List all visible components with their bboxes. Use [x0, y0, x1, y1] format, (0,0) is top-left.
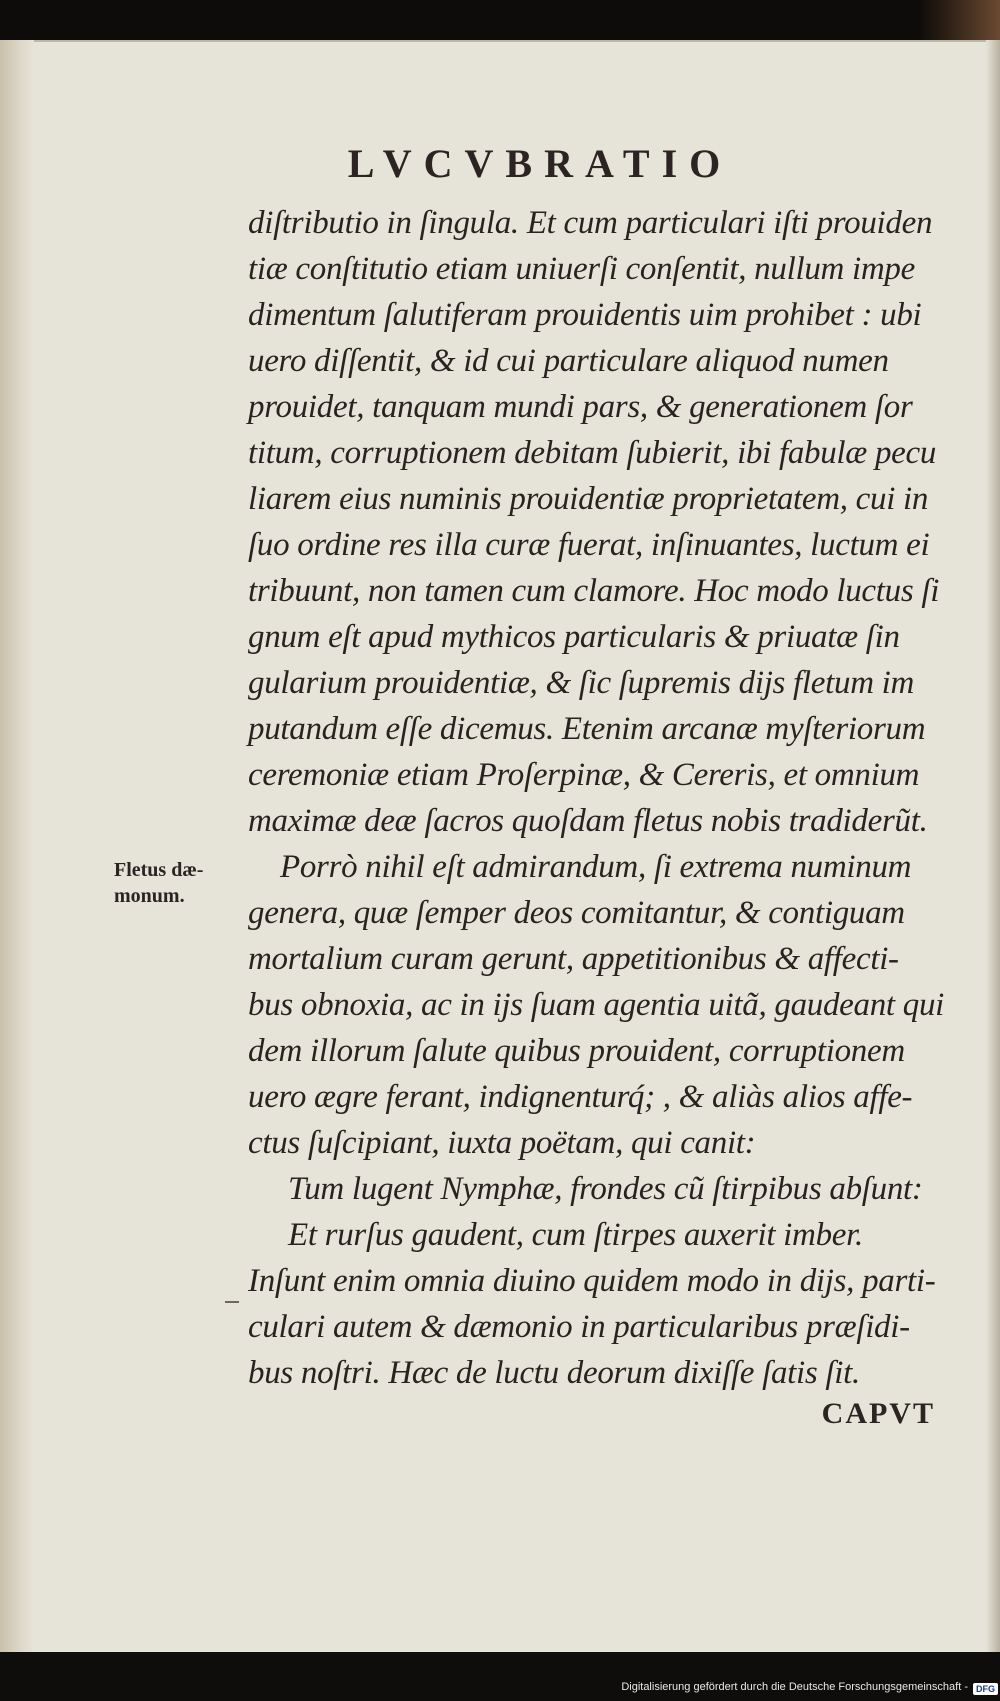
- marginal-note-line: monum.: [114, 885, 185, 907]
- verse-line: Tum lugent Nymphæ, frondes cũ ſtirpibus abſunt:: [288, 1171, 923, 1207]
- body-text: [248, 200, 948, 1396]
- bottom-scan-border: [0, 1652, 1000, 1701]
- text-line: Porrò nihil eſt admirandum, ſi extrema numinum: [280, 849, 912, 885]
- catchword: CAPVT: [821, 1397, 935, 1430]
- text-line: culari autem & dæmonio in particularibus præſidi-: [248, 1309, 910, 1345]
- text-line: prouidet, tanquam mundi pars, & generationem ſor: [248, 389, 913, 425]
- marginal-note: [114, 857, 254, 909]
- text-line: tiæ conſtitutio etiam uniuerſi conſentit, nullum impe: [248, 251, 915, 287]
- text-line: tribuunt, non tamen cum clamore. Hoc modo luctus ſi: [248, 573, 940, 609]
- page-gutter-shadow: [0, 40, 34, 1652]
- text-line: uero ægre ferant, indignenturq́; , & aliàs alios affe-: [248, 1079, 913, 1115]
- marginal-note-line: Fletus dæ-: [114, 859, 204, 881]
- dfg-logo: DFG: [973, 1683, 998, 1695]
- text-line: genera, quæ ſemper deos comitantur, & contiguam: [248, 895, 905, 931]
- text-line: titum, corruptionem debitam ſubierit, ibi fabulæ pecu: [248, 435, 937, 471]
- binding-edge: [920, 0, 1000, 42]
- text-line: ceremoniæ etiam Proſerpinæ, & Cereris, et omnium: [248, 757, 920, 793]
- text-line: dimentum ſalutiferam prouidentis uim prohibet : ubi: [248, 297, 922, 333]
- text-line: mortalium curam gerunt, appetitionibus & affecti-: [248, 941, 899, 977]
- text-line: ctus ſuſcipiant, iuxta poëtam, qui canit:: [248, 1125, 756, 1161]
- text-line: gnum eſt apud mythicos particularis & priuatæ ſin: [248, 619, 900, 655]
- text-line: bus obnoxia, ac in ijs ſuam agentia uitã, gaudeant qui: [248, 987, 945, 1023]
- running-head: LVCVBRATIO: [347, 141, 733, 186]
- text-line: uero diſſentit, & id cui particulare aliquod numen: [248, 343, 889, 379]
- text-line: dem illorum ſalute quibus prouident, corruptionem: [248, 1033, 905, 1069]
- digitization-credit: Digitalisierung gefördert durch die Deutsche Forschungsgemeinschaft -: [621, 1681, 968, 1693]
- text-line: putandum eſſe dicemus. Etenim arcanæ myſteriorum: [248, 711, 926, 747]
- top-scan-border: [0, 0, 1000, 42]
- text-line: liarem eius numinis prouidentiæ proprietatem, cui in: [248, 481, 929, 517]
- page-right-edge: [986, 40, 1000, 1652]
- margin-dash: [225, 1301, 239, 1303]
- text-line: diſtributio in ſingula. Et cum particulari iſti prouiden: [248, 205, 933, 241]
- text-line: bus noſtri. Hæc de luctu deorum dixiſſe ſatis ſit.: [248, 1355, 860, 1391]
- text-line: ſuo ordine res illa curæ fuerat, inſinuantes, luctum ei: [248, 527, 930, 563]
- text-line: Inſunt enim omnia diuino quidem modo in dijs, parti-: [248, 1263, 936, 1299]
- text-line: maximæ deæ ſacros quoſdam fletus nobis tradiderũt.: [248, 803, 928, 839]
- text-line: gularium prouidentiæ, & ſic ſupremis dijs fletum im: [248, 665, 915, 701]
- verse-line: Et rurſus gaudent, cum ſtirpes auxerit imber.: [288, 1217, 863, 1253]
